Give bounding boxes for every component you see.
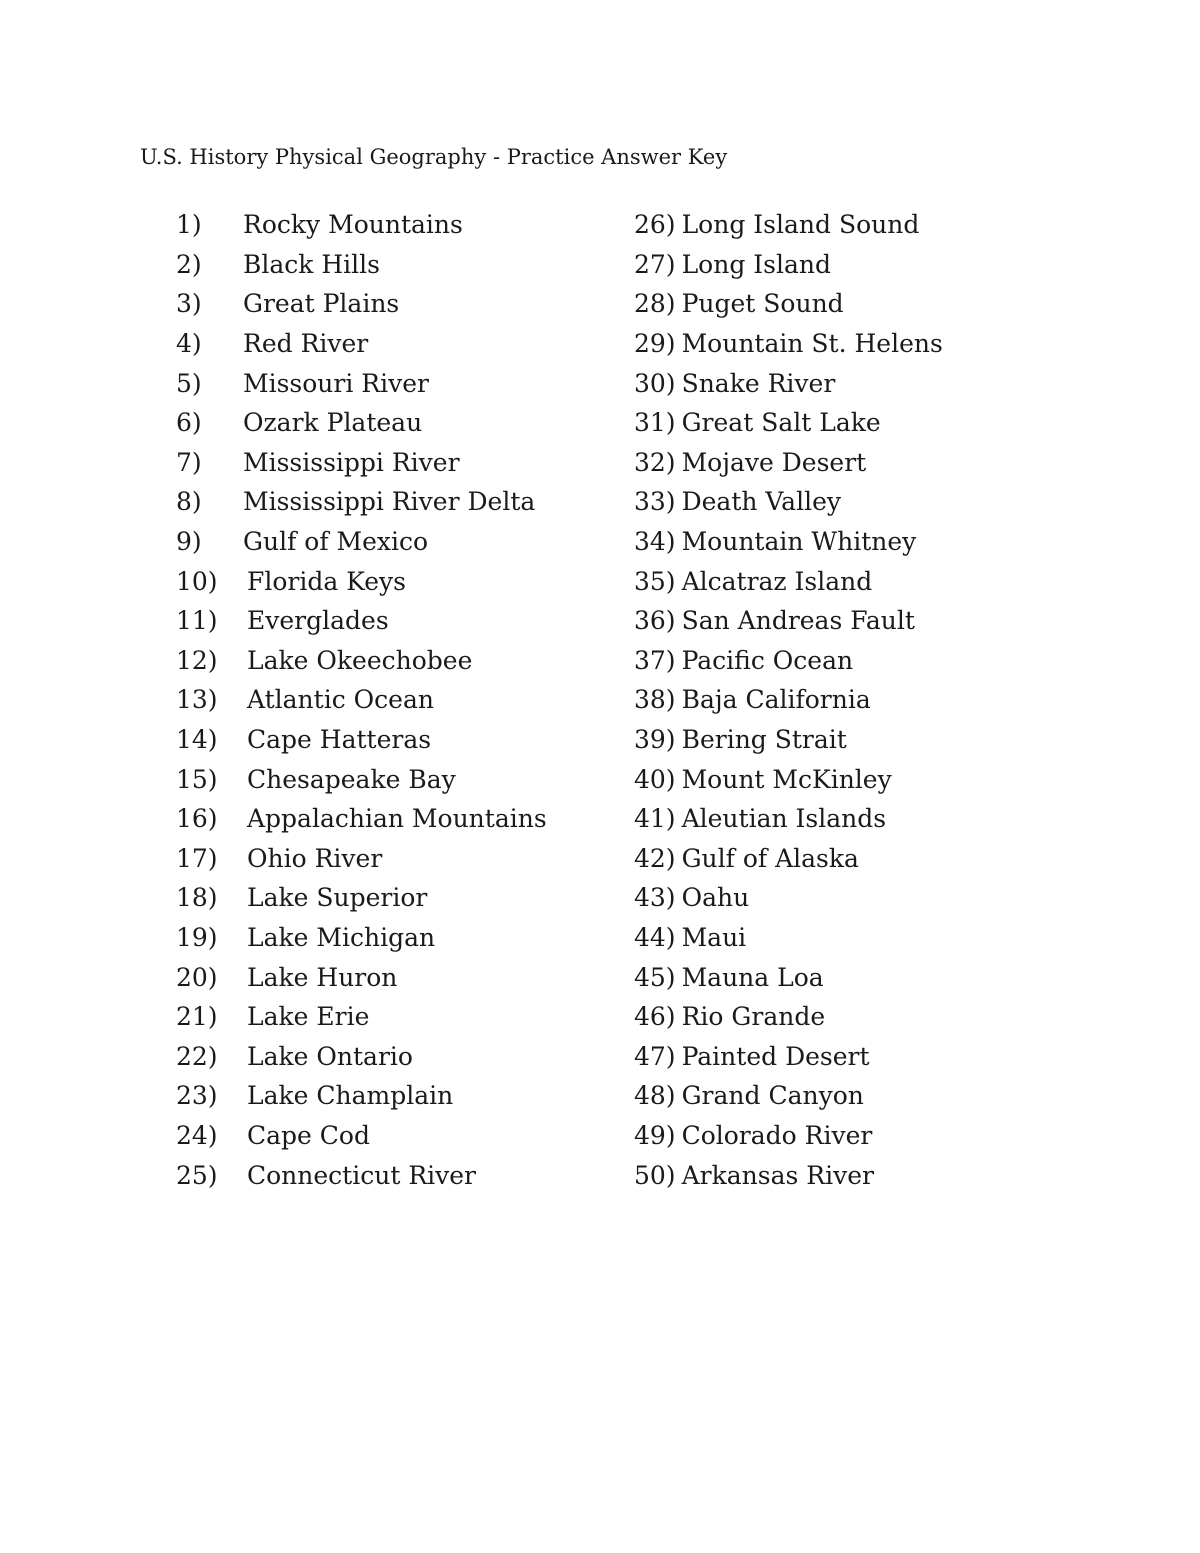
answer-text: Cape Cod xyxy=(247,1120,370,1150)
answer-item xyxy=(176,284,606,324)
answer-item xyxy=(634,245,1174,285)
answer-item xyxy=(176,680,606,720)
answer-item xyxy=(634,1155,1174,1195)
answer-number: 18) xyxy=(176,883,218,913)
answer-number: 46) xyxy=(634,1002,676,1032)
answer-text: Mississippi River Delta xyxy=(243,487,536,517)
answer-text: Death Valley xyxy=(681,487,841,517)
answer-item xyxy=(634,720,1174,760)
answer-number: 22) xyxy=(176,1041,218,1071)
answer-text: Alcatraz Island xyxy=(681,566,873,596)
answer-text: Bering Strait xyxy=(681,725,847,755)
answer-number: 3) xyxy=(176,289,202,319)
answer-number: 11) xyxy=(176,606,218,636)
answer-list-left xyxy=(176,205,606,1195)
answer-item xyxy=(634,561,1174,601)
answer-item xyxy=(634,799,1174,839)
answer-item xyxy=(634,403,1174,443)
answer-item xyxy=(176,522,606,562)
answer-text: Long Island xyxy=(681,249,831,279)
answer-text: Mauna Loa xyxy=(681,962,824,992)
answer-number: 45) xyxy=(634,962,676,992)
answer-number: 36) xyxy=(634,606,676,636)
answer-number: 19) xyxy=(176,922,218,952)
answer-text: Florida Keys xyxy=(247,566,406,596)
answer-text: Puget Sound xyxy=(681,289,844,319)
answer-number: 24) xyxy=(176,1120,218,1150)
answer-item xyxy=(176,957,606,997)
answer-number: 9) xyxy=(176,527,202,557)
answer-text: Grand Canyon xyxy=(681,1081,864,1111)
answer-number: 43) xyxy=(634,883,676,913)
answer-item xyxy=(634,878,1174,918)
answer-text: Lake Ontario xyxy=(247,1041,413,1071)
answer-text: Baja California xyxy=(681,685,871,715)
answer-text: Arkansas River xyxy=(681,1160,874,1190)
answer-item xyxy=(176,641,606,681)
answer-number: 47) xyxy=(634,1041,676,1071)
answer-item xyxy=(634,839,1174,879)
answer-item xyxy=(634,997,1174,1037)
answer-text: Lake Michigan xyxy=(247,922,436,952)
answer-text: Lake Okeechobee xyxy=(247,645,473,675)
answer-item xyxy=(634,1036,1174,1076)
answer-item xyxy=(634,284,1174,324)
answer-number: 31) xyxy=(634,408,676,438)
answer-item xyxy=(176,918,606,958)
answer-item xyxy=(634,443,1174,483)
answer-text: Snake River xyxy=(681,368,836,398)
answer-text: Gulf of Mexico xyxy=(243,527,429,557)
answer-item xyxy=(634,522,1174,562)
answer-text: San Andreas Fault xyxy=(681,606,915,636)
answer-text: Lake Champlain xyxy=(247,1081,454,1111)
answer-number: 2) xyxy=(176,249,202,279)
answer-number: 50) xyxy=(634,1160,676,1190)
answer-text: Pacific Ocean xyxy=(681,645,854,675)
answer-list-right xyxy=(634,205,1174,1195)
answer-number: 20) xyxy=(176,962,218,992)
answer-text: Maui xyxy=(681,922,747,952)
answer-item xyxy=(634,918,1174,958)
answer-text: Gulf of Alaska xyxy=(681,843,859,873)
answer-text: Painted Desert xyxy=(681,1041,870,1071)
answer-item xyxy=(176,1155,606,1195)
answer-number: 32) xyxy=(634,447,676,477)
answer-number: 7) xyxy=(176,447,202,477)
answer-text: Chesapeake Bay xyxy=(247,764,456,794)
answer-text: Atlantic Ocean xyxy=(247,685,434,715)
answer-number: 17) xyxy=(176,843,218,873)
answer-number: 14) xyxy=(176,725,218,755)
answer-number: 34) xyxy=(634,527,676,557)
answer-text: Mississippi River xyxy=(243,447,460,477)
answer-text: Connecticut River xyxy=(247,1160,477,1190)
answer-item xyxy=(176,799,606,839)
answer-number: 40) xyxy=(634,764,676,794)
answer-number: 49) xyxy=(634,1120,676,1150)
answer-item xyxy=(176,205,606,245)
answer-number: 16) xyxy=(176,804,218,834)
answer-item xyxy=(634,363,1174,403)
answer-number: 33) xyxy=(634,487,676,517)
answer-text: Great Salt Lake xyxy=(681,408,881,438)
answer-text: Long Island Sound xyxy=(681,210,920,240)
answer-number: 6) xyxy=(176,408,202,438)
answer-number: 26) xyxy=(634,210,676,240)
answer-text: Rocky Mountains xyxy=(243,210,463,240)
answer-text: Mojave Desert xyxy=(681,447,867,477)
answer-number: 27) xyxy=(634,249,676,279)
answer-item xyxy=(176,245,606,285)
answer-text: Lake Huron xyxy=(247,962,398,992)
answer-item xyxy=(634,324,1174,364)
answer-item xyxy=(176,720,606,760)
answer-number: 4) xyxy=(176,329,202,359)
answer-text: Mountain Whitney xyxy=(681,527,917,557)
answer-number: 29) xyxy=(634,329,676,359)
answer-number: 5) xyxy=(176,368,202,398)
answer-text: Ohio River xyxy=(247,843,383,873)
answer-number: 48) xyxy=(634,1081,676,1111)
answer-item xyxy=(176,1076,606,1116)
answer-number: 35) xyxy=(634,566,676,596)
answer-number: 15) xyxy=(176,764,218,794)
answer-number: 8) xyxy=(176,487,202,517)
answer-text: Colorado River xyxy=(681,1120,873,1150)
answer-item xyxy=(176,363,606,403)
answer-number: 41) xyxy=(634,804,676,834)
answer-number: 13) xyxy=(176,685,218,715)
answer-item xyxy=(176,324,606,364)
answer-number: 12) xyxy=(176,645,218,675)
answer-text: Rio Grande xyxy=(681,1002,826,1032)
answer-text: Great Plains xyxy=(243,289,400,319)
answer-item xyxy=(176,878,606,918)
answer-item xyxy=(634,641,1174,681)
answer-text: Cape Hatteras xyxy=(247,725,432,755)
answer-item xyxy=(634,482,1174,522)
answer-text: Lake Superior xyxy=(247,883,428,913)
answer-text: Appalachian Mountains xyxy=(247,804,547,834)
answer-text: Red River xyxy=(243,329,369,359)
answer-item xyxy=(176,443,606,483)
answer-text: Black Hills xyxy=(243,249,380,279)
answer-item xyxy=(634,759,1174,799)
answer-number: 30) xyxy=(634,368,676,398)
answer-number: 38) xyxy=(634,685,676,715)
answer-number: 21) xyxy=(176,1002,218,1032)
answer-item xyxy=(634,1076,1174,1116)
answer-text: Aleutian Islands xyxy=(681,804,887,834)
answer-text: Missouri River xyxy=(243,368,429,398)
answer-number: 23) xyxy=(176,1081,218,1111)
answer-item xyxy=(634,601,1174,641)
answer-item xyxy=(176,997,606,1037)
document-title: U.S. History Physical Geography - Practice Answer Key xyxy=(140,145,728,169)
answer-item xyxy=(634,680,1174,720)
answer-number: 39) xyxy=(634,725,676,755)
answer-item xyxy=(176,482,606,522)
answer-item xyxy=(176,403,606,443)
answer-text: Mountain St. Helens xyxy=(681,329,943,359)
answer-number: 44) xyxy=(634,922,676,952)
answer-number: 28) xyxy=(634,289,676,319)
answer-item xyxy=(634,1116,1174,1156)
answer-number: 42) xyxy=(634,843,676,873)
answer-number: 10) xyxy=(176,566,218,596)
answer-item xyxy=(176,601,606,641)
answer-number: 25) xyxy=(176,1160,218,1190)
answer-item xyxy=(176,759,606,799)
answer-item xyxy=(176,839,606,879)
answer-item xyxy=(634,957,1174,997)
answer-item xyxy=(176,1116,606,1156)
answer-item xyxy=(634,205,1174,245)
answer-number: 1) xyxy=(176,210,202,240)
answer-text: Mount McKinley xyxy=(681,764,892,794)
answer-item xyxy=(176,561,606,601)
answer-item xyxy=(176,1036,606,1076)
answer-text: Everglades xyxy=(247,606,389,636)
answer-text: Lake Erie xyxy=(247,1002,370,1032)
answer-number: 37) xyxy=(634,645,676,675)
answer-text: Oahu xyxy=(681,883,750,913)
answer-text: Ozark Plateau xyxy=(243,408,423,438)
